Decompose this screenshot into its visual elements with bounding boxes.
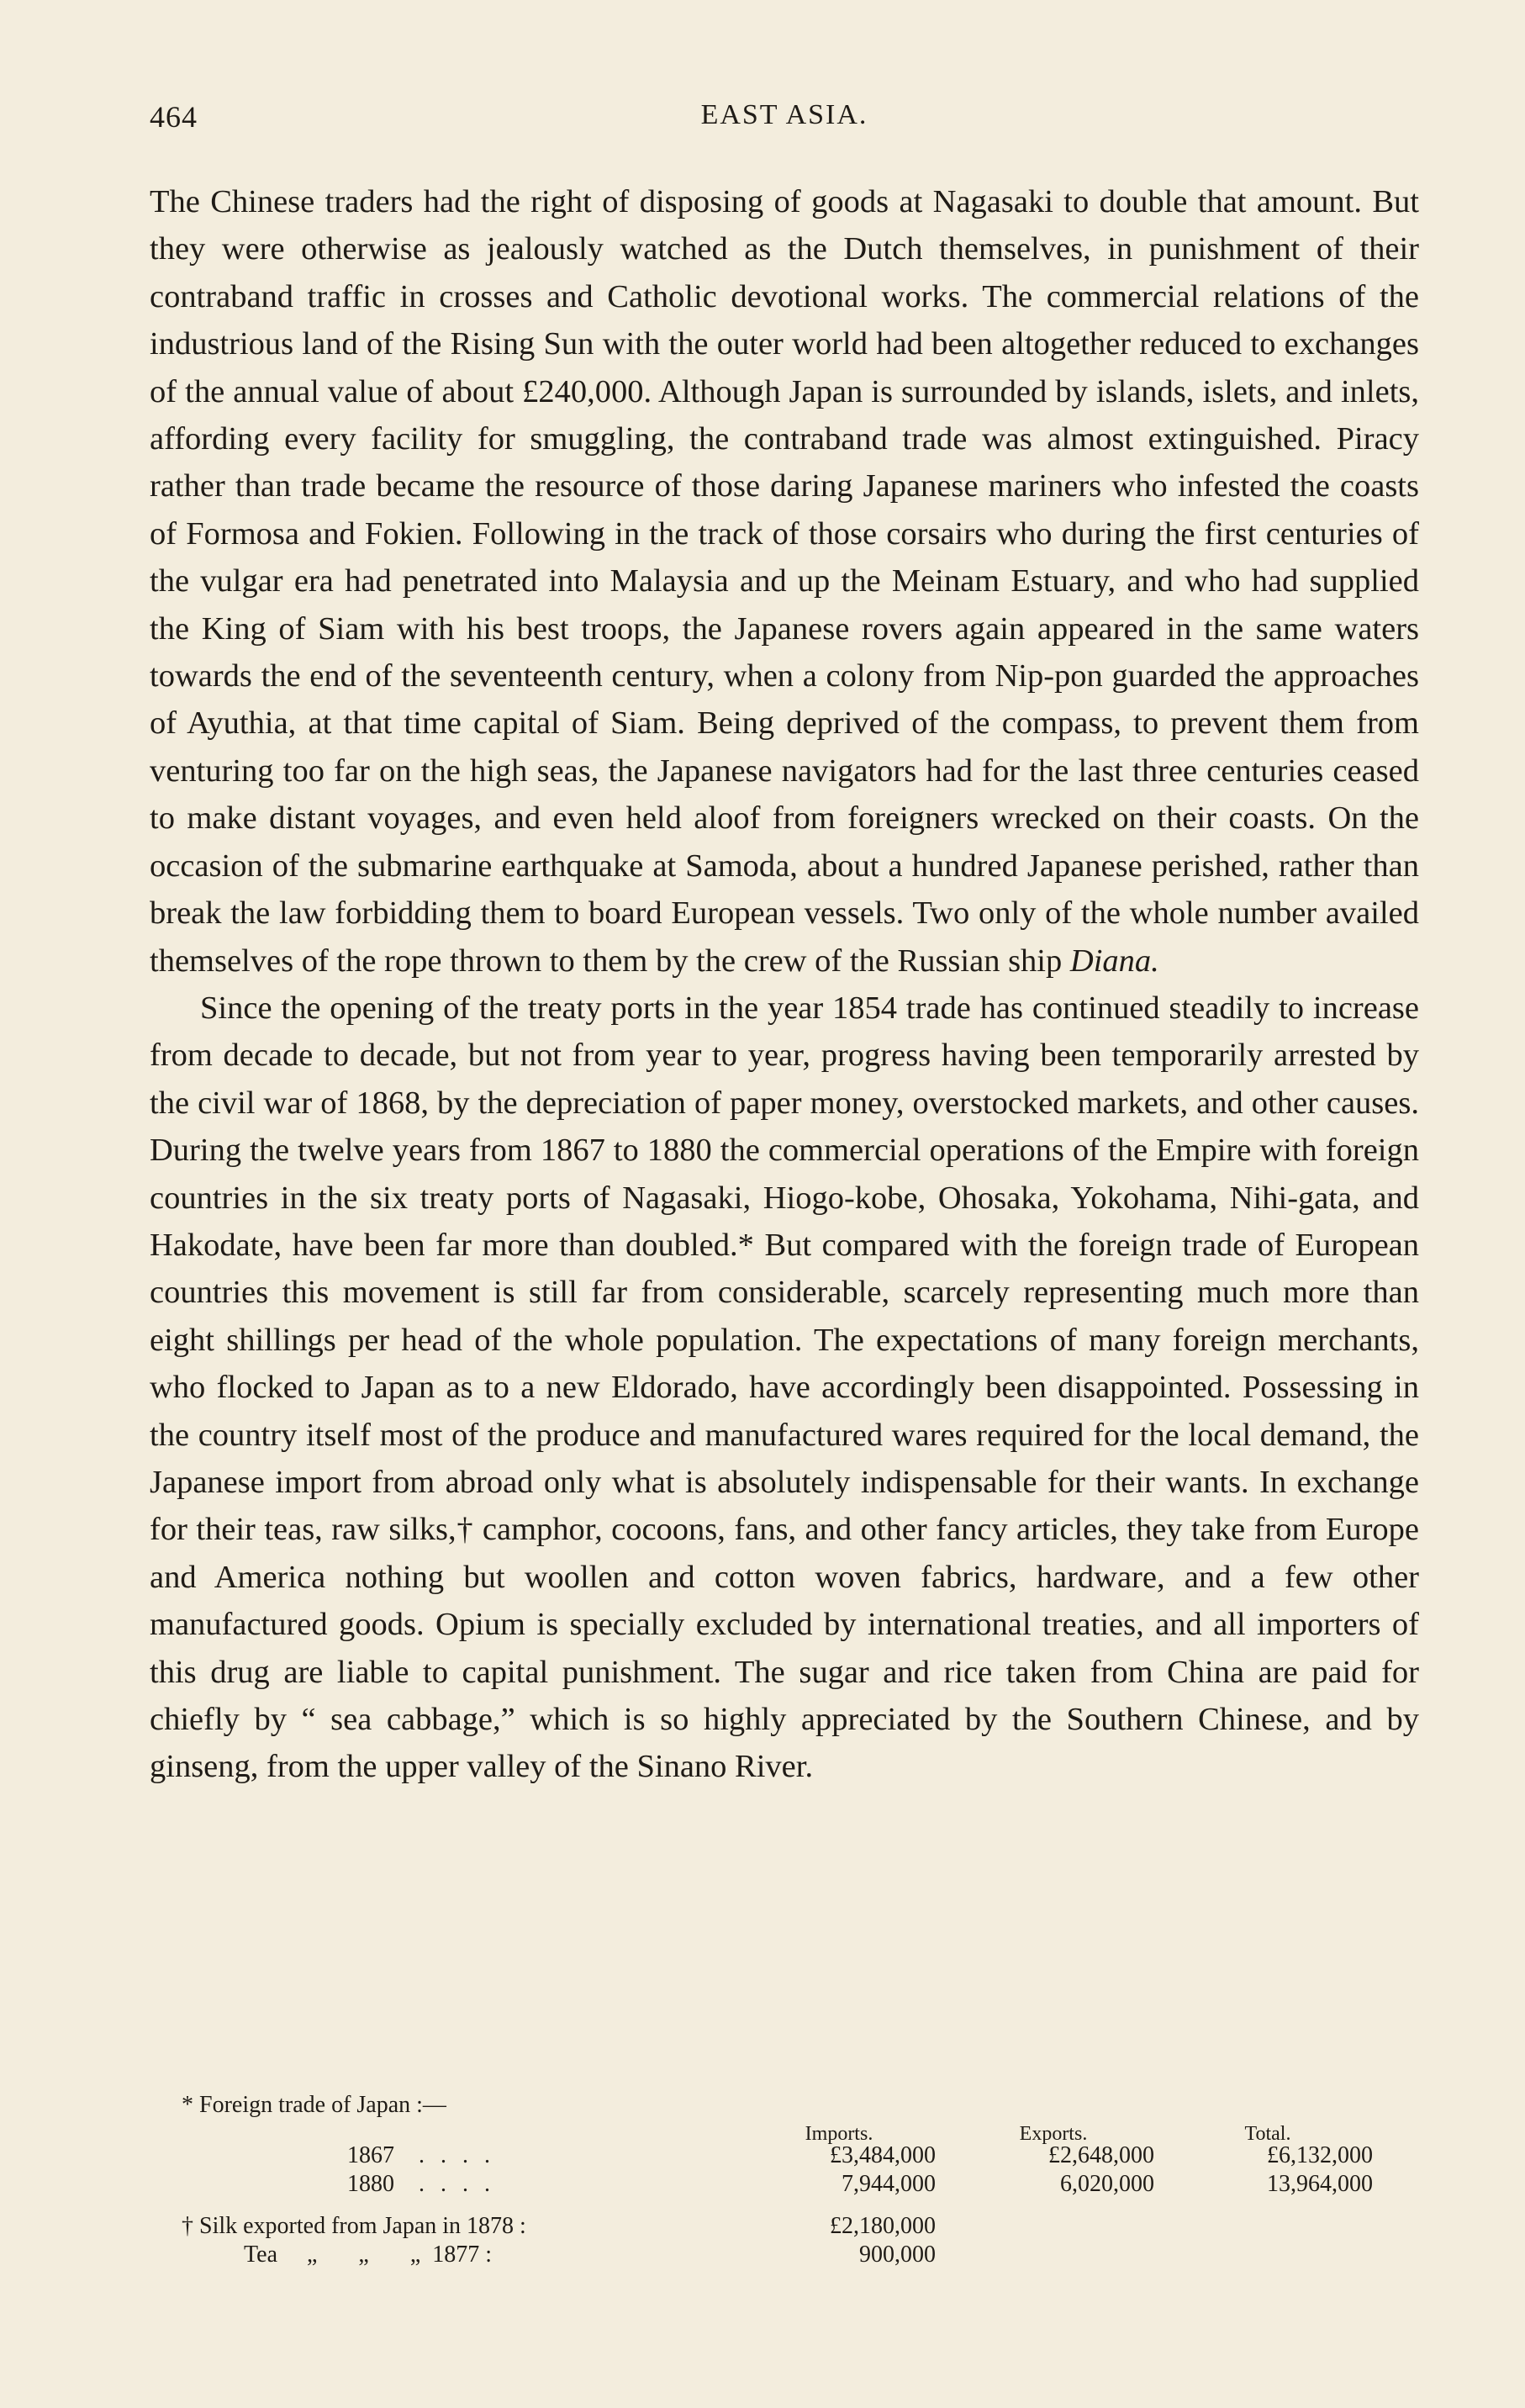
row-exports: 6,020,000 — [1060, 2171, 1154, 2197]
footnote-tea-value: 900,000 — [859, 2242, 936, 2268]
paragraph — [150, 178, 1419, 985]
footnote-tea-label: Tea „ „ „ 1877 : — [244, 2242, 493, 2268]
trade-table-row — [150, 2170, 1419, 2199]
footnote-silk-label: † Silk exported from Japan in 1878 : — [182, 2213, 526, 2239]
row-imports: 7,944,000 — [842, 2171, 936, 2197]
row-imports: £3,484,000 — [830, 2142, 936, 2168]
row-total: £6,132,000 — [1267, 2142, 1373, 2168]
footnote-text: * Foreign trade of Japan :— — [182, 2092, 446, 2118]
footnote-silk — [150, 2212, 1419, 2241]
column-header-total: Total. — [1244, 2123, 1291, 2145]
footnote-silk-value: £2,180,000 — [830, 2213, 936, 2239]
footnote-trade-intro — [150, 2091, 1419, 2120]
running-title: EAST ASIA. — [700, 99, 868, 130]
trade-table-row — [150, 2141, 1419, 2170]
paragraph: Since the opening of the treaty ports in the year 1854 trade has continued steadily to increase from decade to decade, but not from year to year, progress having been temporarily arrested by the civil war of 1868, by the depreciation of paper money, overstocked markets, and other causes. During the twelve years from 1867 to 1880 the commercial operations of the Empire with foreign countries in the six treaty ports of Nagasaki, Hiogo-kobe, Ohosaka, Yokohama, Nihi-gata, and Hakodate, have been far more than doubled.* But compared with the foreign trade of European countries this movement is still far from considerable, scarcely representing much more than eight shillings per head of the whole population. The expectations of many foreign merchants, who flocked to Japan as to a new Eldorado, have accordingly been disappointed. Possessing in the country itself most of the produce and manufactured wares required for the local demand, the Japanese import from abroad only what is absolutely indispensable for their wants. In exchange for their teas, raw silks,† camphor, cocoons, fans, and other fancy articles, they take from Europe and America nothing but woollen and cotton woven fabrics, hardware, and a few other manufactured goods. Opium is specially excluded by international treaties, and all importers of this drug are liable to capital punishment. The sugar and rice taken from China are paid for chiefly by “ sea cabbage,” which is so highly appreciated by the Southern Chinese, and by ginseng, from the upper valley of the Sinano River. — [150, 990, 1419, 1785]
column-header-exports: Exports. — [1019, 2123, 1088, 2145]
running-head — [150, 99, 1419, 141]
page-number: 464 — [150, 100, 198, 134]
row-total: 13,964,000 — [1267, 2171, 1373, 2197]
column-header-imports: Imports. — [805, 2123, 873, 2145]
footnote-tea — [150, 2241, 1419, 2269]
row-exports: £2,648,000 — [1048, 2142, 1154, 2168]
row-year: 1867 — [347, 2142, 394, 2168]
ship-name: Diana. — [1069, 943, 1159, 979]
trade-table-header — [150, 2120, 1419, 2145]
paragraph-text: The Chinese traders had the right of disposing of goods at Nagasaki to double that amount. But they were otherwise as jealously watched as the Dutch themselves, in punishment of their contraband traffic in crosses and Catholic devotional works. The commercial relations of the industrious land of the Rising Sun with the outer world had been altogether reduced to exchanges of the annual value of about £240,000. Although Japan is surrounded by islands, islets, and inlets, affording every facility for smuggling, the contraband trade was almost extinguished. Piracy rather than trade became the resource of those daring Japanese mariners who infested the coasts of Formosa and Fokien. Following in the track of those corsairs who during the first centuries of the vulgar era had penetrated into Malaysia and up the Meinam Estuary, and who had supplied the King of Siam with his best troops, the Japanese rovers again appeared in the same waters towards the end of the seventeenth century, when a colony from Nip-pon guarded the approaches of Ayuthia, at that time capital of Siam. Being deprived of the compass, to prevent them from venturing too far on the high seas, the Japanese navigators had for the last three centuries ceased to make distant voyages, and even held aloof from foreigners wrecked on their coasts. On the occasion of the submarine earthquake at Samoda, about a hundred Japanese perished, rather than break the law forbidding them to board European vessels. Two only of the whole number availed themselves of the rope thrown to them by the crew of the Russian ship — [150, 184, 1419, 979]
row-year: 1880 — [347, 2171, 394, 2197]
row-leader-dots: . . . . — [419, 2171, 495, 2197]
row-leader-dots: . . . . — [419, 2142, 495, 2168]
main-text — [150, 178, 1419, 1791]
footnotes — [150, 2091, 1419, 2269]
